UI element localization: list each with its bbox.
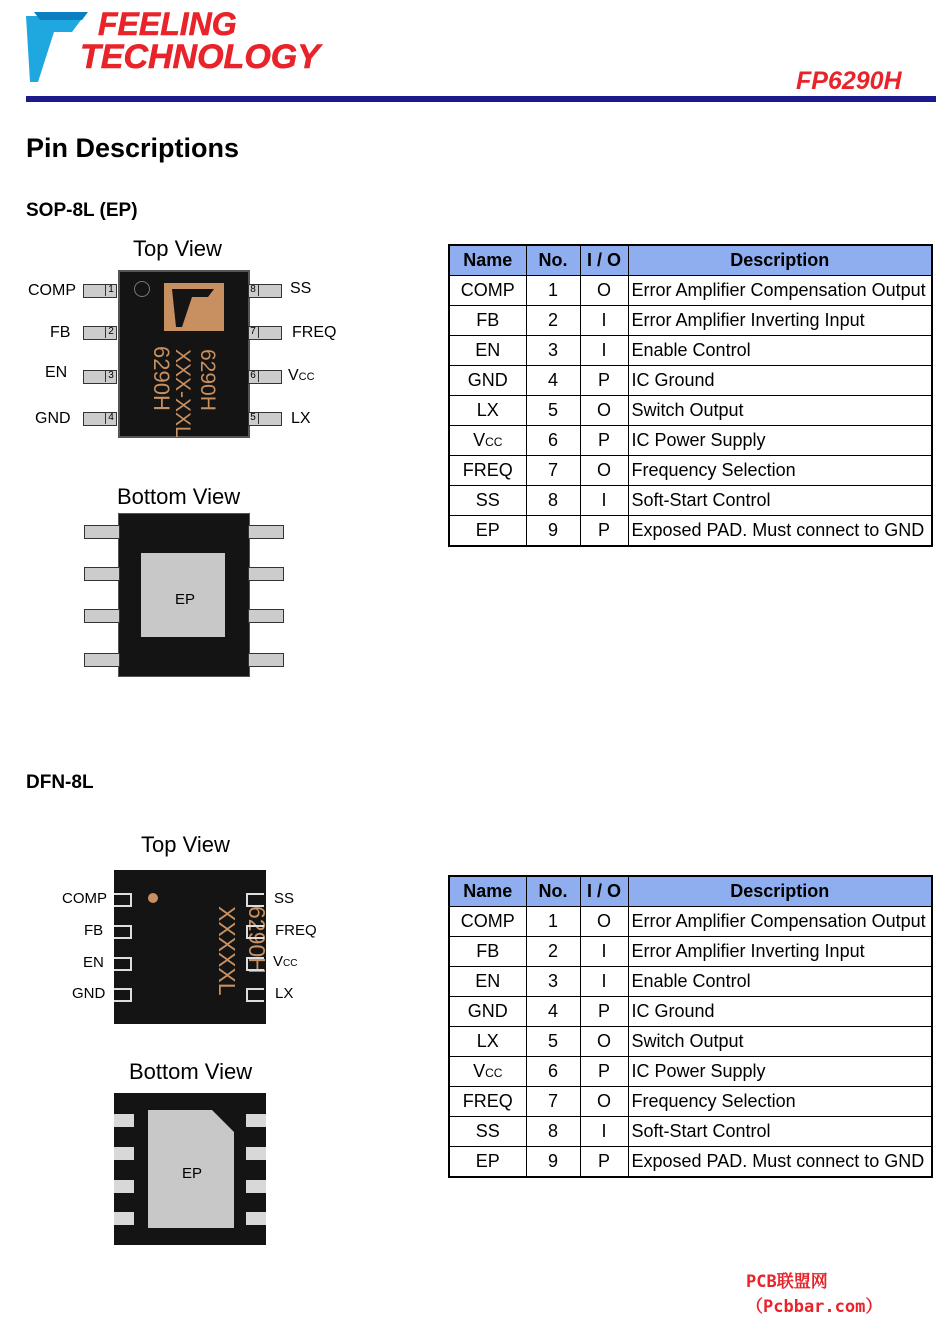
sop-pin-num: 8 — [248, 284, 259, 296]
sop-bottom-pin — [248, 653, 284, 667]
dfn-bottom-pin — [114, 1147, 134, 1160]
cell-desc: Frequency Selection — [628, 1087, 932, 1117]
cell-io: O — [580, 396, 628, 426]
logo-mark-icon — [164, 283, 224, 331]
dfn-pin-label-gnd: GND — [72, 985, 106, 1002]
col-header-name: Name — [449, 876, 526, 907]
cell-io: O — [580, 1087, 628, 1117]
sop-pin-label-en: EN — [45, 364, 68, 381]
page-title: Pin Descriptions — [26, 133, 240, 163]
cell-no: 9 — [526, 1147, 580, 1178]
cell-io: P — [580, 1147, 628, 1178]
dfn-bottom-pin — [246, 1114, 266, 1127]
cell-io: O — [580, 1027, 628, 1057]
dfn-bottom-pin — [246, 1147, 266, 1160]
cell-io: P — [580, 516, 628, 547]
table-row — [449, 1147, 932, 1178]
cell-io: I — [580, 967, 628, 997]
sop-bottom-pin — [248, 525, 284, 539]
pin1-dot — [148, 893, 158, 903]
table-row — [449, 937, 932, 967]
sop-pin-num: 3 — [105, 370, 116, 382]
cell-name: FREQ — [449, 456, 526, 486]
cell-io: P — [580, 426, 628, 456]
dfn-bottom-pin — [246, 1180, 266, 1193]
table-row — [449, 1027, 932, 1057]
sop-bottom-pin — [248, 567, 284, 581]
cell-no: 3 — [526, 336, 580, 366]
table-row — [449, 1117, 932, 1147]
cell-desc: Switch Output — [628, 396, 932, 426]
dfn-pin — [114, 925, 132, 939]
dfn-ep-label: EP — [182, 1165, 203, 1182]
cell-no: 8 — [526, 1117, 580, 1147]
cell-no: 5 — [526, 1027, 580, 1057]
cell-desc: IC Power Supply — [628, 1057, 932, 1087]
cell-name: SS — [449, 486, 526, 516]
cell-name: FB — [449, 937, 526, 967]
cell-no: 6 — [526, 426, 580, 456]
sop-bottom-view — [84, 513, 284, 678]
cell-desc: Error Amplifier Compensation Output — [628, 907, 932, 937]
sop-bottom-pin — [248, 609, 284, 623]
col-header-name: Name — [449, 245, 526, 276]
cell-desc: Error Amplifier Inverting Input — [628, 937, 932, 967]
sop-pin-label-lx: LX — [291, 410, 311, 427]
cell-no: 1 — [526, 907, 580, 937]
sop-pin-num: 6 — [248, 370, 259, 382]
company-logo — [26, 8, 326, 88]
table-header-row — [449, 245, 932, 276]
cell-no: 5 — [526, 396, 580, 426]
cell-desc: Error Amplifier Compensation Output — [628, 276, 932, 306]
dfn-pin — [114, 988, 132, 1002]
dfn-pin-label-lx: LX — [275, 985, 294, 1002]
cell-desc: Enable Control — [628, 967, 932, 997]
col-header-no: No. — [526, 876, 580, 907]
cell-name: EP — [449, 516, 526, 547]
cell-io: O — [580, 456, 628, 486]
sop-top-view — [26, 260, 356, 450]
table-row — [449, 907, 932, 937]
sop-ep-label: EP — [175, 591, 196, 608]
dfn-pin-label-fb: FB — [84, 922, 104, 939]
cell-io: I — [580, 486, 628, 516]
dfn-pin-label-vcc: VCC — [273, 953, 298, 970]
cell-name: COMP — [449, 276, 526, 306]
dfn-pin — [246, 988, 264, 1002]
dfn-bottom-pin — [114, 1212, 134, 1225]
cell-desc: IC Ground — [628, 997, 932, 1027]
cell-desc: Frequency Selection — [628, 456, 932, 486]
cell-desc: IC Ground — [628, 366, 932, 396]
dfn-pin — [114, 893, 132, 907]
cell-name: EN — [449, 336, 526, 366]
watermark: PCB联盟网（Pcbbar.com） — [746, 1272, 883, 1317]
sop-pin-num: 5 — [248, 412, 259, 424]
sop-pin-num: 7 — [248, 326, 259, 338]
dfn-pin-label-comp: COMP — [62, 890, 107, 907]
cell-name: FB — [449, 306, 526, 336]
cell-name: EN — [449, 967, 526, 997]
cell-io: P — [580, 1057, 628, 1087]
cell-desc: Enable Control — [628, 336, 932, 366]
dfn-top-view — [50, 868, 340, 1028]
sop-pin-label-vcc: VCC — [288, 367, 315, 384]
cell-desc: Soft-Start Control — [628, 486, 932, 516]
table-row — [449, 967, 932, 997]
logo-line-1: FEELING — [98, 6, 237, 42]
sop-bottom-pin — [84, 609, 120, 623]
cell-io: O — [580, 907, 628, 937]
cell-io: I — [580, 306, 628, 336]
dfn-bottom-view — [114, 1093, 266, 1245]
sop-marking-line1b: 6290H — [196, 349, 219, 411]
cell-desc: IC Power Supply — [628, 426, 932, 456]
header-rule — [26, 96, 936, 102]
dfn-pin — [246, 957, 264, 971]
dfn-pin — [246, 893, 264, 907]
cell-no: 9 — [526, 516, 580, 547]
cell-io: O — [580, 276, 628, 306]
cell-desc: Error Amplifier Inverting Input — [628, 306, 932, 336]
sop-bottom-pin — [84, 567, 120, 581]
sop-pin-label-fb: FB — [50, 324, 71, 341]
sop-pin-label-freq: FREQ — [292, 324, 337, 341]
cell-name: VCC — [449, 1057, 526, 1087]
dfn-bottom-pin — [114, 1114, 134, 1127]
sop-bottom-view-label: Bottom View — [117, 484, 241, 509]
cell-name: LX — [449, 1027, 526, 1057]
cell-name: GND — [449, 366, 526, 396]
table-row — [449, 276, 932, 306]
sop-pin-num: 2 — [105, 326, 116, 338]
cell-desc: Switch Output — [628, 1027, 932, 1057]
dfn-bottom-pin — [114, 1180, 134, 1193]
dfn-top-view-label: Top View — [141, 832, 230, 857]
table-row — [449, 456, 932, 486]
cell-no: 3 — [526, 967, 580, 997]
dfn-marking-line2: XXXXXL — [214, 906, 240, 996]
cell-io: I — [580, 1117, 628, 1147]
sop-pin-label-comp: COMP — [28, 282, 76, 299]
cell-no: 2 — [526, 306, 580, 336]
cell-no: 1 — [526, 276, 580, 306]
sop-top-view-label: Top View — [133, 236, 222, 261]
cell-no: 4 — [526, 366, 580, 396]
col-header-io: I / O — [580, 876, 628, 907]
table-row — [449, 306, 932, 336]
dfn-bottom-pin — [246, 1212, 266, 1225]
dfn-heading: DFN-8L — [26, 772, 94, 793]
dfn-pin-label-en: EN — [83, 954, 104, 971]
cell-name: FREQ — [449, 1087, 526, 1117]
sop-bottom-pin — [84, 525, 120, 539]
part-number: FP6290H — [796, 67, 902, 95]
table-row — [449, 336, 932, 366]
dfn-marking-line1: 6290H — [244, 906, 270, 974]
sop-pin-table — [448, 244, 933, 547]
cell-no: 8 — [526, 486, 580, 516]
cell-io: P — [580, 366, 628, 396]
cell-name: GND — [449, 997, 526, 1027]
table-row — [449, 1087, 932, 1117]
table-row — [449, 396, 932, 426]
dfn-pin-label-freq: FREQ — [275, 922, 317, 939]
pin1-dot — [134, 281, 150, 297]
table-row — [449, 366, 932, 396]
table-row — [449, 1057, 932, 1087]
cell-name: LX — [449, 396, 526, 426]
cell-name: COMP — [449, 907, 526, 937]
cell-name: VCC — [449, 426, 526, 456]
cell-name: SS — [449, 1117, 526, 1147]
cell-io: I — [580, 336, 628, 366]
col-header-description: Description — [628, 245, 932, 276]
cell-desc: Soft-Start Control — [628, 1117, 932, 1147]
sop-heading: SOP-8L (EP) — [26, 200, 138, 221]
cell-no: 6 — [526, 1057, 580, 1087]
cell-no: 7 — [526, 456, 580, 486]
cell-desc: Exposed PAD. Must connect to GND — [628, 516, 932, 547]
sop-pin-num: 4 — [105, 412, 116, 424]
dfn-pin-label-ss: SS — [274, 890, 295, 907]
sop-marking-line2: XXX-XXL — [171, 349, 194, 438]
table-row — [449, 516, 932, 547]
table-row — [449, 486, 932, 516]
sop-pin-label-ss: SS — [290, 280, 312, 297]
col-header-description: Description — [628, 876, 932, 907]
dfn-bottom-view-label: Bottom View — [129, 1059, 253, 1084]
sop-marking-line1: 6290H — [149, 346, 174, 411]
sop-bottom-pin — [84, 653, 120, 667]
logo-line-2: TECHNOLOGY — [80, 38, 320, 76]
cell-no: 4 — [526, 997, 580, 1027]
col-header-no: No. — [526, 245, 580, 276]
table-row — [449, 426, 932, 456]
cell-io: I — [580, 937, 628, 967]
table-row — [449, 997, 932, 1027]
cell-io: P — [580, 997, 628, 1027]
dfn-pin — [246, 925, 264, 939]
cell-name: EP — [449, 1147, 526, 1178]
dfn-pin — [114, 957, 132, 971]
table-header-row — [449, 876, 932, 907]
sop-pin-label-gnd: GND — [35, 410, 71, 427]
cell-no: 7 — [526, 1087, 580, 1117]
cell-no: 2 — [526, 937, 580, 967]
cell-desc: Exposed PAD. Must connect to GND — [628, 1147, 932, 1178]
sop-marking — [149, 340, 234, 430]
sop-pin-num: 1 — [105, 284, 116, 296]
col-header-io: I / O — [580, 245, 628, 276]
dfn-pin-table — [448, 875, 933, 1178]
